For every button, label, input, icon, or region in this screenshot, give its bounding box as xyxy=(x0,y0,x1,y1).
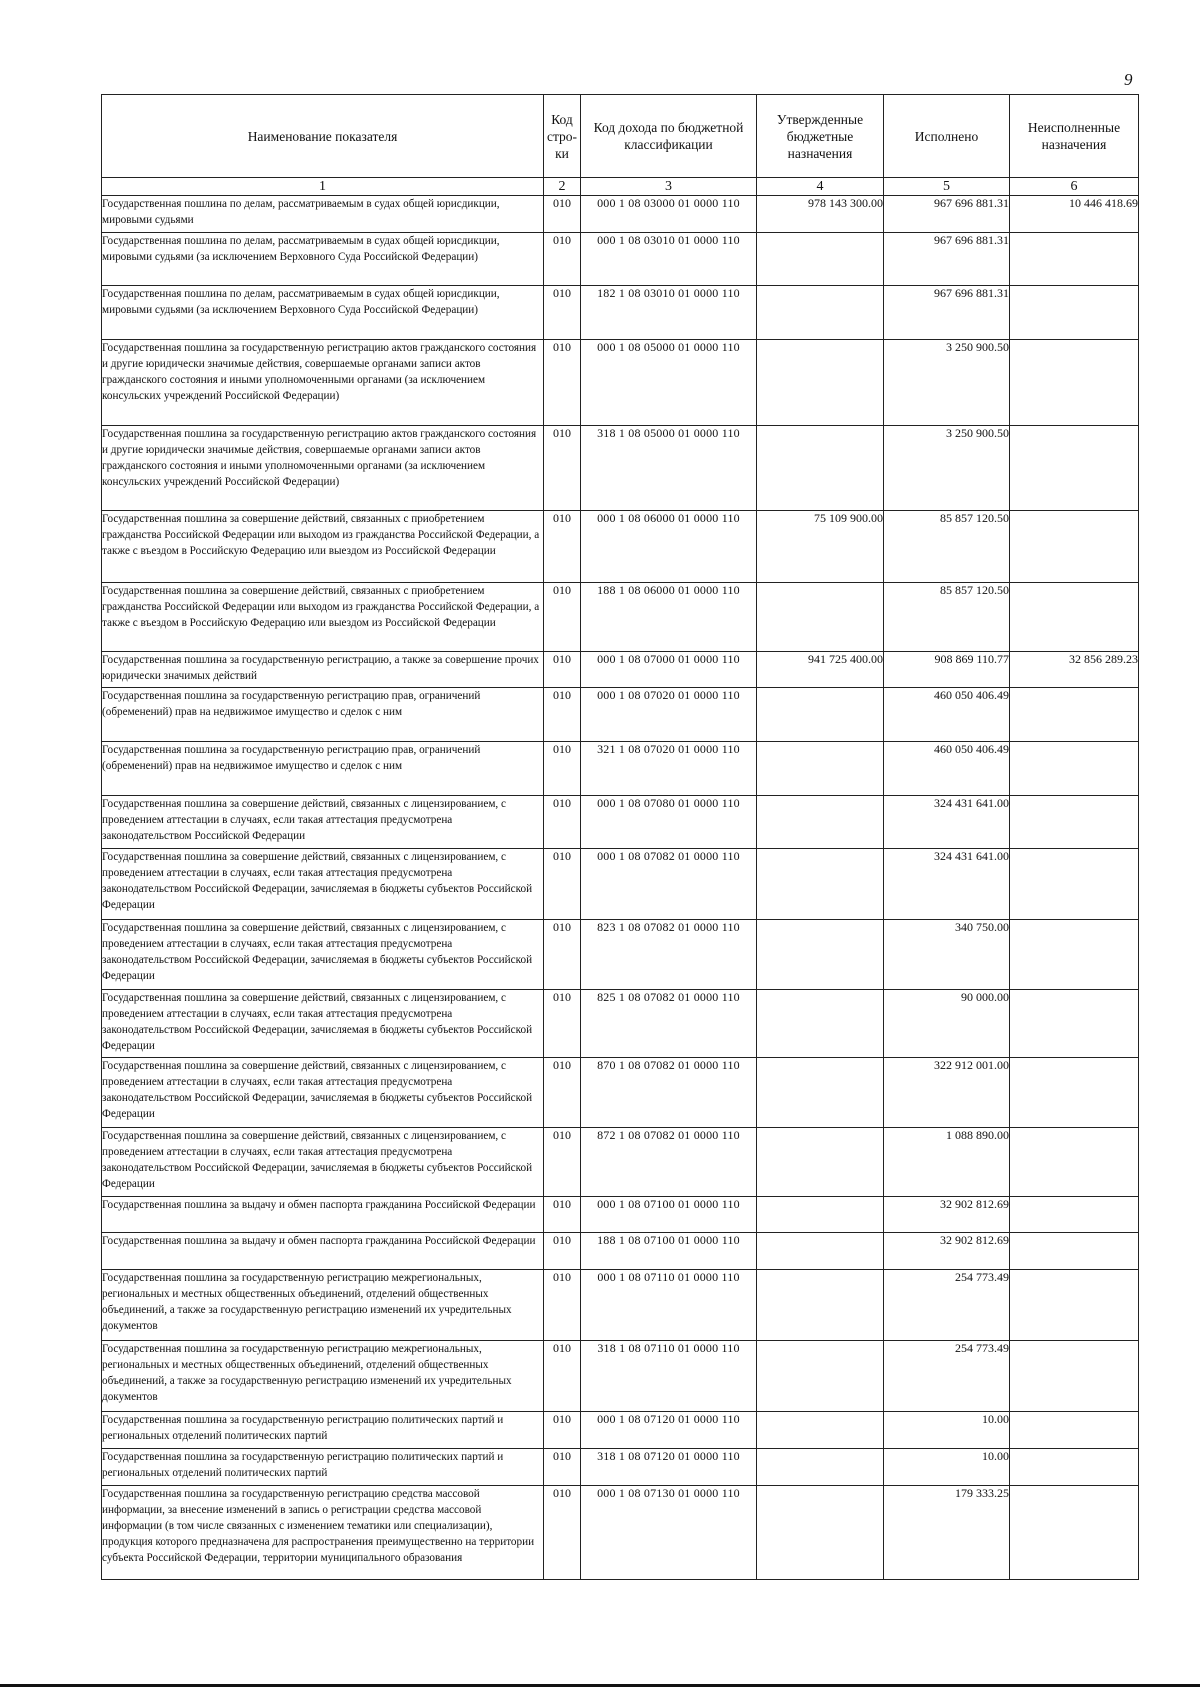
row-income-code: 000 1 08 03000 01 0000 110 xyxy=(581,196,757,233)
row-unexecuted-amount xyxy=(1010,1486,1139,1580)
table-row xyxy=(102,742,1139,796)
row-approved-amount xyxy=(757,742,884,796)
row-approved-amount xyxy=(757,583,884,652)
row-line-code: 010 xyxy=(544,1233,581,1270)
row-name: Государственная пошлина за совершение действий, связанных с лицензированием, с проведением аттестации в случаях, если такая аттестация предусмотрена законодательством Российской Федерации xyxy=(102,796,544,849)
row-line-code: 010 xyxy=(544,1197,581,1233)
table-row xyxy=(102,1486,1139,1580)
row-income-code: 870 1 08 07082 01 0000 110 xyxy=(581,1058,757,1128)
row-line-code: 010 xyxy=(544,1128,581,1197)
row-unexecuted-amount xyxy=(1010,742,1139,796)
row-income-code: 000 1 08 07082 01 0000 110 xyxy=(581,849,757,920)
row-name: Государственная пошлина за выдачу и обмен паспорта гражданина Российской Федерации xyxy=(102,1197,544,1233)
row-name: Государственная пошлина за государственную регистрацию актов гражданского состояния и другие юридически значимые действия, совершаемые органами записи актов гражданского состояния и иными уполномоченными органами (за исключением консульских учреждений Российской Федерации) xyxy=(102,426,544,511)
row-executed-amount: 10.00 xyxy=(884,1449,1010,1486)
header-row xyxy=(102,95,1139,178)
row-income-code: 000 1 08 07110 01 0000 110 xyxy=(581,1270,757,1341)
row-line-code: 010 xyxy=(544,1058,581,1128)
table-row xyxy=(102,1270,1139,1341)
row-line-code: 010 xyxy=(544,233,581,286)
row-unexecuted-amount: 32 856 289.23 xyxy=(1010,652,1139,688)
row-executed-amount: 908 869 110.77 xyxy=(884,652,1010,688)
row-line-code: 010 xyxy=(544,1341,581,1412)
row-line-code: 010 xyxy=(544,849,581,920)
row-name: Государственная пошлина за государственную регистрацию актов гражданского состояния и другие юридически значимые действия, совершаемые органами записи актов гражданского состояния и иными уполномоченными органами (за исключением консульских учреждений Российской Федерации) xyxy=(102,340,544,426)
row-executed-amount: 460 050 406.49 xyxy=(884,742,1010,796)
row-unexecuted-amount xyxy=(1010,990,1139,1058)
row-executed-amount: 85 857 120.50 xyxy=(884,511,1010,583)
table-row xyxy=(102,1449,1139,1486)
row-income-code: 000 1 08 06000 01 0000 110 xyxy=(581,511,757,583)
row-unexecuted-amount xyxy=(1010,1341,1139,1412)
row-name: Государственная пошлина по делам, рассматриваемым в судах общей юрисдикции, мировыми судьями (за исключением Верховного Суда Российской Федерации) xyxy=(102,286,544,340)
column-number: 1 xyxy=(102,178,544,196)
row-executed-amount: 32 902 812.69 xyxy=(884,1233,1010,1270)
budget-income-table xyxy=(101,94,1139,1580)
table-row xyxy=(102,849,1139,920)
row-approved-amount xyxy=(757,688,884,742)
table-row xyxy=(102,796,1139,849)
row-executed-amount: 967 696 881.31 xyxy=(884,196,1010,233)
row-executed-amount: 85 857 120.50 xyxy=(884,583,1010,652)
row-executed-amount: 1 088 890.00 xyxy=(884,1128,1010,1197)
column-number: 4 xyxy=(757,178,884,196)
header-executed: Исполнено xyxy=(884,95,1010,178)
page-number: 9 xyxy=(1124,70,1133,89)
table-row xyxy=(102,196,1139,233)
row-income-code: 000 1 08 07020 01 0000 110 xyxy=(581,688,757,742)
row-name: Государственная пошлина за совершение действий, связанных с лицензированием, с проведением аттестации в случаях, если такая аттестация предусмотрена законодательством Российской Федерации, зачисляемая в бюджеты субъектов Российской Федерации xyxy=(102,990,544,1058)
table-body xyxy=(102,196,1139,1580)
row-executed-amount: 460 050 406.49 xyxy=(884,688,1010,742)
table-row xyxy=(102,1341,1139,1412)
row-income-code: 872 1 08 07082 01 0000 110 xyxy=(581,1128,757,1197)
row-unexecuted-amount xyxy=(1010,426,1139,511)
column-number: 2 xyxy=(544,178,581,196)
row-name: Государственная пошлина за государственную регистрацию, а также за совершение прочих юридически значимых действий xyxy=(102,652,544,688)
header-indicator-name: Наименование показателя xyxy=(102,95,544,178)
row-unexecuted-amount xyxy=(1010,233,1139,286)
row-line-code: 010 xyxy=(544,1270,581,1341)
row-executed-amount: 3 250 900.50 xyxy=(884,426,1010,511)
row-income-code: 188 1 08 06000 01 0000 110 xyxy=(581,583,757,652)
row-income-code: 000 1 08 05000 01 0000 110 xyxy=(581,340,757,426)
table-row xyxy=(102,652,1139,688)
row-income-code: 318 1 08 07110 01 0000 110 xyxy=(581,1341,757,1412)
row-income-code: 000 1 08 07100 01 0000 110 xyxy=(581,1197,757,1233)
row-income-code: 318 1 08 05000 01 0000 110 xyxy=(581,426,757,511)
row-name: Государственная пошлина за государственную регистрацию средства массовой информации, за внесение изменений в запись о регистрации средства массовой информации (в том числе связанных с изменением тематики или специализации), продукция которого предназначена для распространения преимущественно на территории субъекта Российской Федерации, территории муниципального образования xyxy=(102,1486,544,1580)
row-income-code: 000 1 08 07080 01 0000 110 xyxy=(581,796,757,849)
row-approved-amount xyxy=(757,1197,884,1233)
row-line-code: 010 xyxy=(544,286,581,340)
table-row xyxy=(102,1197,1139,1233)
row-unexecuted-amount xyxy=(1010,1233,1139,1270)
table-row xyxy=(102,233,1139,286)
row-income-code: 321 1 08 07020 01 0000 110 xyxy=(581,742,757,796)
row-name: Государственная пошлина за государственную регистрацию межрегиональных, региональных и местных общественных объединений, отделений общественных объединений, а также за государственную регистрацию изменений их учредительных документов xyxy=(102,1270,544,1341)
row-unexecuted-amount xyxy=(1010,1197,1139,1233)
table-row xyxy=(102,583,1139,652)
row-approved-amount: 941 725 400.00 xyxy=(757,652,884,688)
header-approved: Утвержденные бюджетные назначения xyxy=(757,95,884,178)
row-name: Государственная пошлина за совершение действий, связанных с лицензированием, с проведением аттестации в случаях, если такая аттестация предусмотрена законодательством Российской Федерации, зачисляемая в бюджеты субъектов Российской Федерации xyxy=(102,1128,544,1197)
table-row xyxy=(102,920,1139,990)
row-unexecuted-amount xyxy=(1010,340,1139,426)
row-income-code: 182 1 08 03010 01 0000 110 xyxy=(581,286,757,340)
header-unexecuted: Неисполненные назначения xyxy=(1010,95,1139,178)
row-approved-amount xyxy=(757,286,884,340)
column-number: 5 xyxy=(884,178,1010,196)
row-line-code: 010 xyxy=(544,511,581,583)
column-number: 3 xyxy=(581,178,757,196)
row-unexecuted-amount xyxy=(1010,1412,1139,1449)
row-income-code: 823 1 08 07082 01 0000 110 xyxy=(581,920,757,990)
table-row xyxy=(102,688,1139,742)
table-row xyxy=(102,340,1139,426)
row-name: Государственная пошлина за государственную регистрацию прав, ограничений (обременений) прав на недвижимое имущество и сделок с ним xyxy=(102,688,544,742)
row-unexecuted-amount xyxy=(1010,1270,1139,1341)
row-approved-amount xyxy=(757,1058,884,1128)
row-unexecuted-amount xyxy=(1010,511,1139,583)
header-income-code: Код дохода по бюджетной классификации xyxy=(581,95,757,178)
header-line-code: Код стро-ки xyxy=(544,95,581,178)
row-name: Государственная пошлина за совершение действий, связанных с приобретением гражданства Российской Федерации или выходом из гражданства Российской Федерации, а также с въездом в Российскую Федерацию или выездом из Российской Федерации xyxy=(102,511,544,583)
table-row xyxy=(102,511,1139,583)
table-row xyxy=(102,1233,1139,1270)
row-line-code: 010 xyxy=(544,1486,581,1580)
row-line-code: 010 xyxy=(544,583,581,652)
row-line-code: 010 xyxy=(544,990,581,1058)
row-line-code: 010 xyxy=(544,426,581,511)
row-approved-amount xyxy=(757,1486,884,1580)
row-unexecuted-amount xyxy=(1010,1058,1139,1128)
row-executed-amount: 90 000.00 xyxy=(884,990,1010,1058)
row-line-code: 010 xyxy=(544,340,581,426)
row-approved-amount xyxy=(757,233,884,286)
row-unexecuted-amount xyxy=(1010,1449,1139,1486)
row-approved-amount xyxy=(757,849,884,920)
row-approved-amount xyxy=(757,1270,884,1341)
table-row xyxy=(102,286,1139,340)
row-name: Государственная пошлина за совершение действий, связанных с лицензированием, с проведением аттестации в случаях, если такая аттестация предусмотрена законодательством Российской Федерации, зачисляемая в бюджеты субъектов Российской Федерации xyxy=(102,849,544,920)
row-line-code: 010 xyxy=(544,196,581,233)
row-approved-amount xyxy=(757,426,884,511)
row-unexecuted-amount xyxy=(1010,796,1139,849)
row-income-code: 000 1 08 03010 01 0000 110 xyxy=(581,233,757,286)
table-row xyxy=(102,1128,1139,1197)
row-unexecuted-amount: 10 446 418.69 xyxy=(1010,196,1139,233)
row-unexecuted-amount xyxy=(1010,583,1139,652)
row-name: Государственная пошлина по делам, рассматриваемым в судах общей юрисдикции, мировыми судьями xyxy=(102,196,544,233)
column-number-row xyxy=(102,178,1139,196)
row-name: Государственная пошлина за государственную регистрацию политических партий и региональных отделений политических партий xyxy=(102,1449,544,1486)
row-income-code: 188 1 08 07100 01 0000 110 xyxy=(581,1233,757,1270)
column-number: 6 xyxy=(1010,178,1139,196)
row-name: Государственная пошлина за государственную регистрацию межрегиональных, региональных и местных общественных объединений, отделений общественных объединений, а также за государственную регистрацию изменений их учредительных документов xyxy=(102,1341,544,1412)
row-line-code: 010 xyxy=(544,652,581,688)
row-name: Государственная пошлина за совершение действий, связанных с приобретением гражданства Российской Федерации или выходом из гражданства Российской Федерации, а также с въездом в Российскую Федерацию или выездом из Российской Федерации xyxy=(102,583,544,652)
row-income-code: 000 1 08 07000 01 0000 110 xyxy=(581,652,757,688)
row-approved-amount: 978 143 300.00 xyxy=(757,196,884,233)
row-income-code: 318 1 08 07120 01 0000 110 xyxy=(581,1449,757,1486)
row-line-code: 010 xyxy=(544,688,581,742)
row-line-code: 010 xyxy=(544,920,581,990)
row-approved-amount xyxy=(757,1128,884,1197)
table-row xyxy=(102,1058,1139,1128)
bottom-rule xyxy=(0,1684,1200,1687)
row-executed-amount: 254 773.49 xyxy=(884,1270,1010,1341)
row-approved-amount xyxy=(757,796,884,849)
row-executed-amount: 324 431 641.00 xyxy=(884,796,1010,849)
row-unexecuted-amount xyxy=(1010,286,1139,340)
row-name: Государственная пошлина за государственную регистрацию прав, ограничений (обременений) прав на недвижимое имущество и сделок с ним xyxy=(102,742,544,796)
row-name: Государственная пошлина за совершение действий, связанных с лицензированием, с проведением аттестации в случаях, если такая аттестация предусмотрена законодательством Российской Федерации, зачисляемая в бюджеты субъектов Российской Федерации xyxy=(102,1058,544,1128)
row-line-code: 010 xyxy=(544,796,581,849)
row-executed-amount: 340 750.00 xyxy=(884,920,1010,990)
row-executed-amount: 324 431 641.00 xyxy=(884,849,1010,920)
row-approved-amount xyxy=(757,1341,884,1412)
row-unexecuted-amount xyxy=(1010,920,1139,990)
row-name: Государственная пошлина за выдачу и обмен паспорта гражданина Российской Федерации xyxy=(102,1233,544,1270)
row-unexecuted-amount xyxy=(1010,688,1139,742)
row-approved-amount xyxy=(757,990,884,1058)
row-unexecuted-amount xyxy=(1010,1128,1139,1197)
row-line-code: 010 xyxy=(544,742,581,796)
row-approved-amount: 75 109 900.00 xyxy=(757,511,884,583)
table-row xyxy=(102,426,1139,511)
row-executed-amount: 967 696 881.31 xyxy=(884,286,1010,340)
row-approved-amount xyxy=(757,920,884,990)
row-line-code: 010 xyxy=(544,1412,581,1449)
table-row xyxy=(102,990,1139,1058)
row-approved-amount xyxy=(757,1412,884,1449)
row-income-code: 000 1 08 07130 01 0000 110 xyxy=(581,1486,757,1580)
row-executed-amount: 32 902 812.69 xyxy=(884,1197,1010,1233)
row-name: Государственная пошлина по делам, рассматриваемым в судах общей юрисдикции, мировыми судьями (за исключением Верховного Суда Российской Федерации) xyxy=(102,233,544,286)
row-executed-amount: 967 696 881.31 xyxy=(884,233,1010,286)
row-approved-amount xyxy=(757,1449,884,1486)
row-unexecuted-amount xyxy=(1010,849,1139,920)
row-name: Государственная пошлина за государственную регистрацию политических партий и региональных отделений политических партий xyxy=(102,1412,544,1449)
row-income-code: 825 1 08 07082 01 0000 110 xyxy=(581,990,757,1058)
table-row xyxy=(102,1412,1139,1449)
row-executed-amount: 322 912 001.00 xyxy=(884,1058,1010,1128)
row-line-code: 010 xyxy=(544,1449,581,1486)
row-name: Государственная пошлина за совершение действий, связанных с лицензированием, с проведением аттестации в случаях, если такая аттестация предусмотрена законодательством Российской Федерации, зачисляемая в бюджеты субъектов Российской Федерации xyxy=(102,920,544,990)
row-approved-amount xyxy=(757,340,884,426)
row-executed-amount: 3 250 900.50 xyxy=(884,340,1010,426)
row-executed-amount: 179 333.25 xyxy=(884,1486,1010,1580)
row-income-code: 000 1 08 07120 01 0000 110 xyxy=(581,1412,757,1449)
row-approved-amount xyxy=(757,1233,884,1270)
row-executed-amount: 254 773.49 xyxy=(884,1341,1010,1412)
row-executed-amount: 10.00 xyxy=(884,1412,1010,1449)
